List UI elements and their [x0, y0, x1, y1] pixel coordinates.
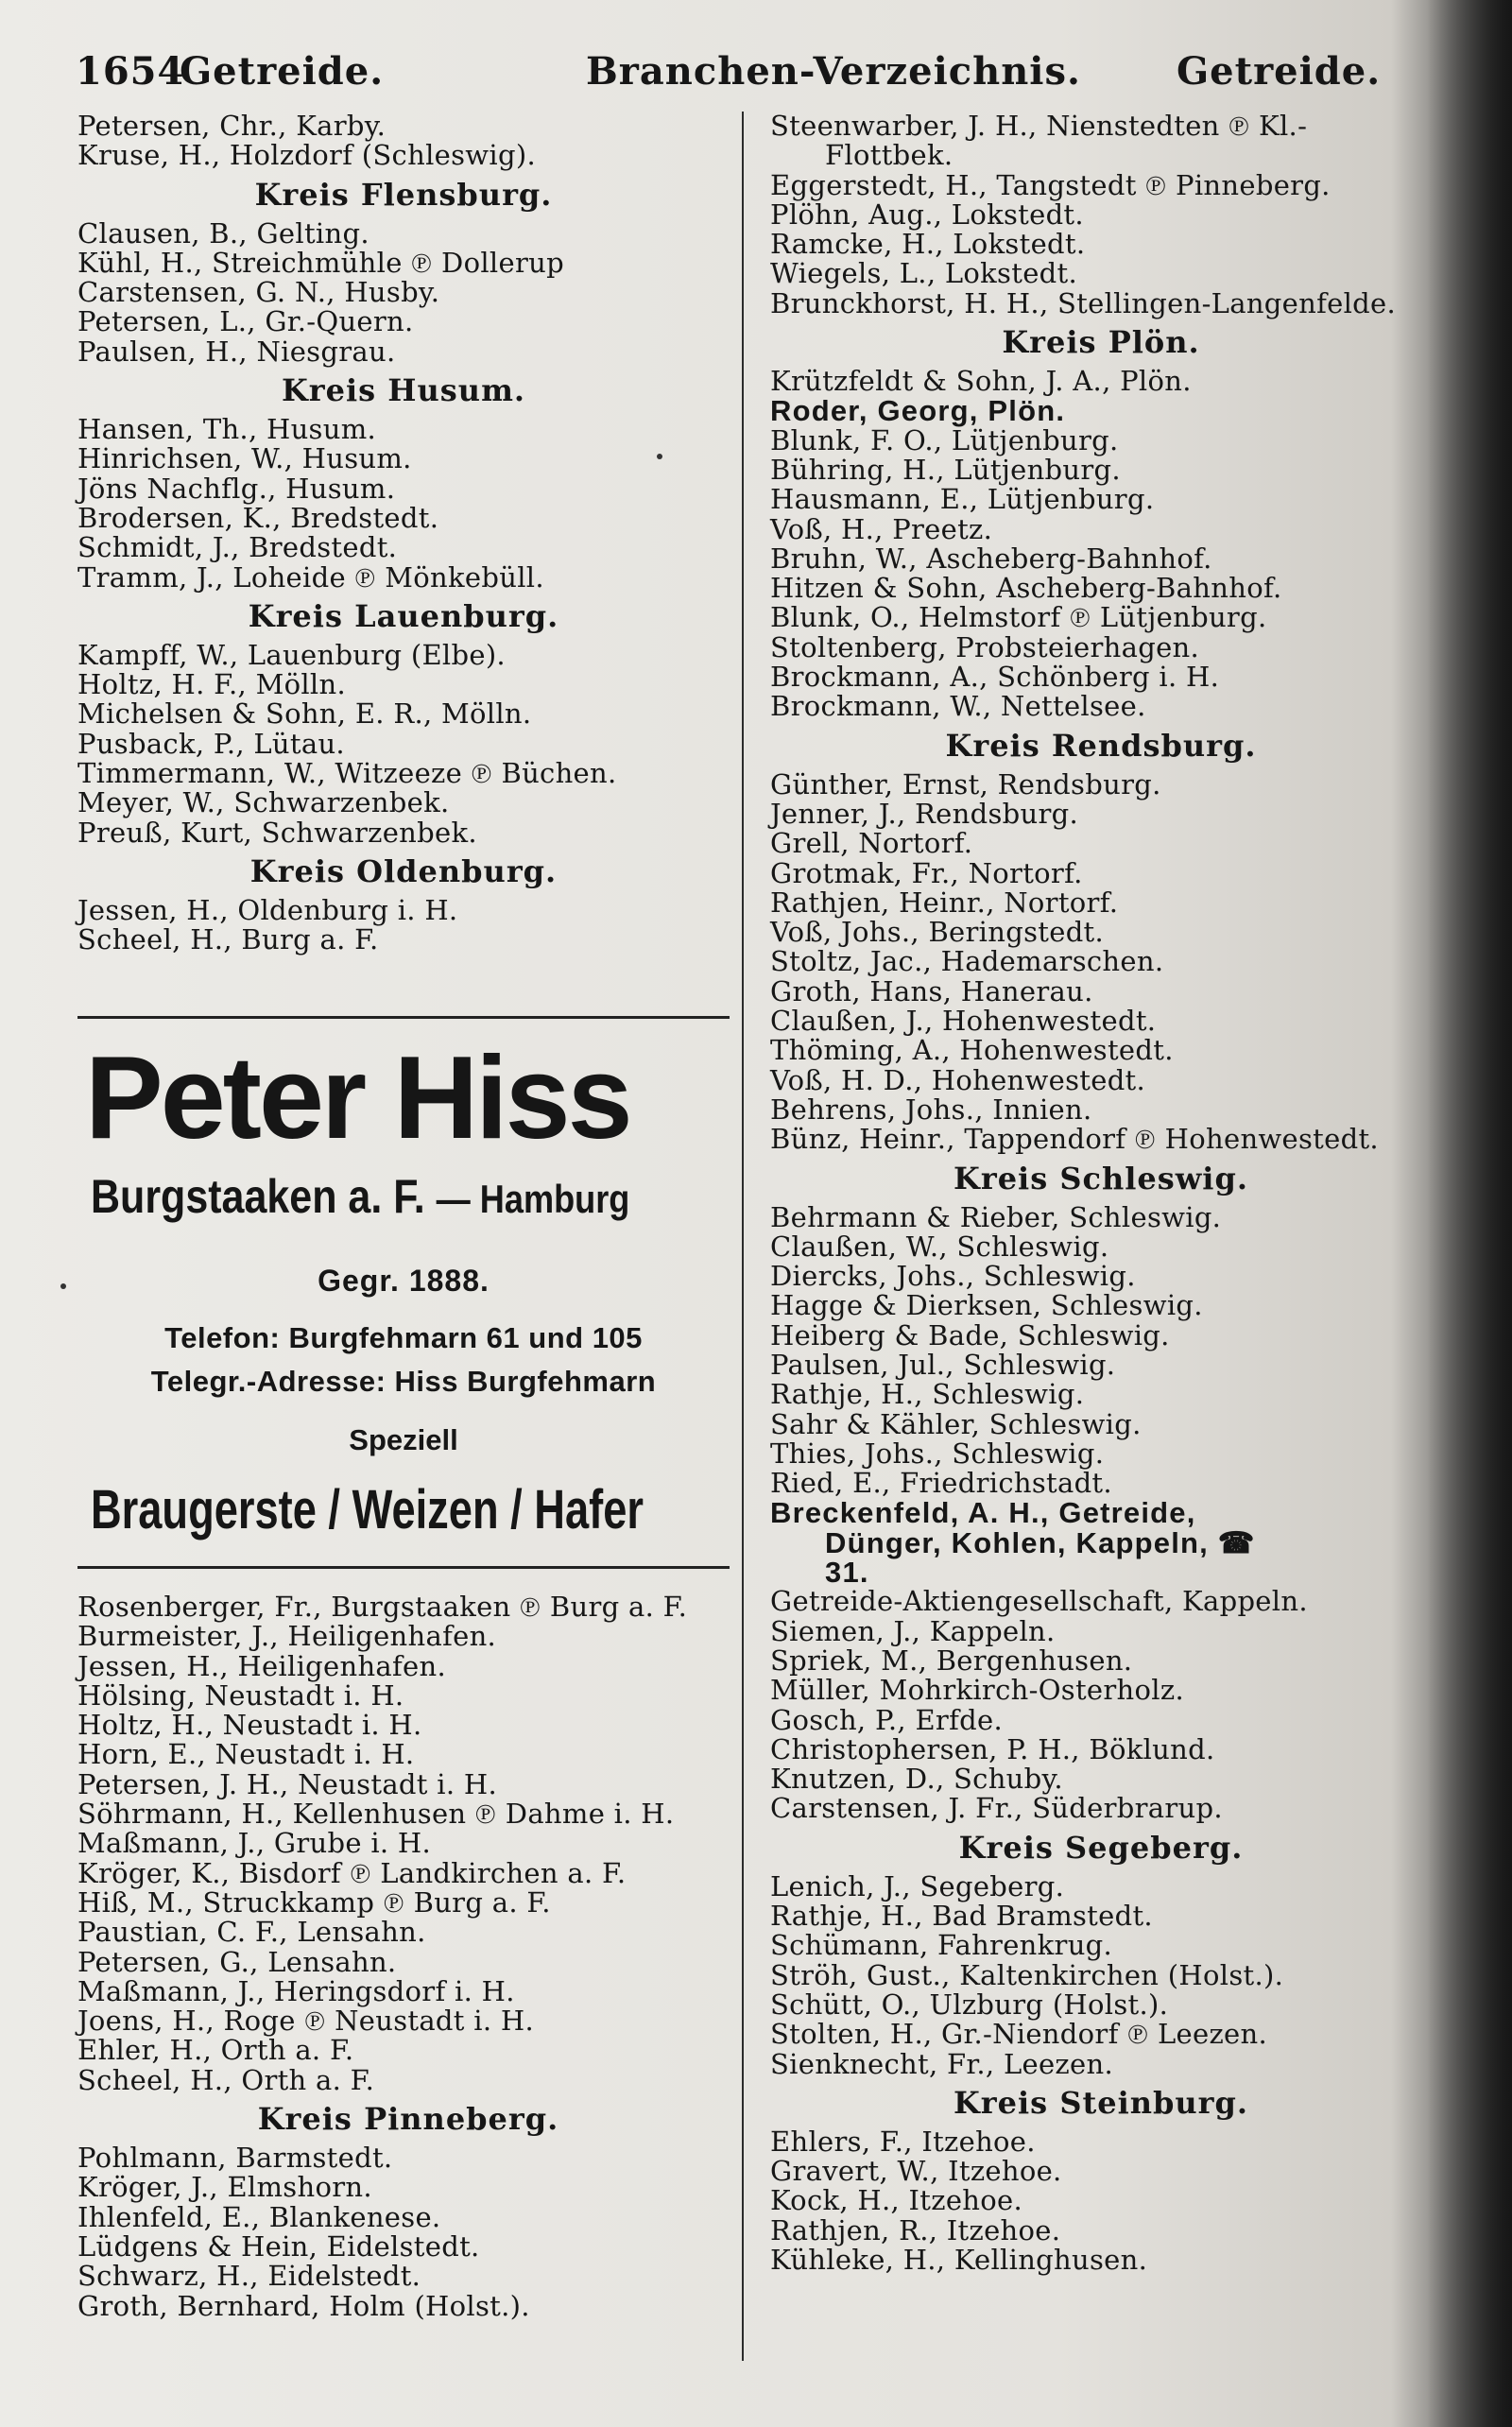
list-entry: Grotmak, Fr., Nortorf.: [770, 856, 1083, 889]
list-entry: Grell, Nortorf.: [770, 827, 973, 860]
kreis-heading: Kreis Plön.: [1002, 324, 1200, 361]
header-right-title: Getreide.: [1177, 49, 1382, 94]
list-entry: Holtz, H., Neustadt i. H.: [77, 1709, 422, 1742]
list-entry: Stoltenberg, Probsteierhagen.: [770, 630, 1200, 663]
kreis-heading: Kreis Flensburg.: [254, 176, 553, 213]
list-entry: Thies, Johs., Schleswig.: [770, 1437, 1105, 1470]
ad-founded: Gegr. 1888.: [318, 1264, 490, 1298]
list-entry: Petersen, G., Lensahn.: [77, 1945, 397, 1978]
list-entry: Hölsing, Neustadt i. H.: [77, 1678, 404, 1712]
list-entry: Maßmann, J., Grube i. H.: [77, 1827, 432, 1860]
list-entry: Krützfeldt & Sohn, J. A., Plön.: [770, 365, 1192, 398]
list-entry: Hiß, M., Struckkamp ℗ Burg a. F.: [77, 1885, 551, 1919]
list-entry: Claußen, J., Hohenwestedt.: [770, 1005, 1157, 1038]
list-entry: Bruhn, W., Ascheberg-Bahnhof.: [770, 542, 1212, 575]
list-entry: Burmeister, J., Heiligenhafen.: [77, 1620, 497, 1653]
list-entry: Hitzen & Sohn, Ascheberg-Bahnhof.: [770, 572, 1282, 605]
right-column: [770, 112, 1432, 2275]
list-entry: Carstensen, J. Fr., Süderbrarup.: [770, 1792, 1223, 1825]
kreis-heading: Kreis Segeberg.: [958, 1829, 1244, 1866]
list-entry: Jöns Nachflg., Husum.: [77, 472, 396, 505]
list-entry: Tramm, J., Loheide ℗ Mönkebüll.: [77, 560, 544, 594]
list-entry: Michelsen & Sohn, E. R., Mölln.: [77, 697, 532, 731]
kreis-heading: Kreis Schleswig.: [954, 1160, 1248, 1196]
list-entry: Pohlmann, Barmstedt.: [77, 2142, 393, 2175]
list-entry: Stoltz, Jac., Hademarschen.: [770, 945, 1164, 978]
ad-telegram: Telegr.-Adresse: Hiss Burgfehmarn: [150, 1365, 657, 1398]
list-entry: Brunckhorst, H. H., Stellingen-Langenfelde.: [770, 286, 1397, 319]
list-entry: Rosenberger, Fr., Burgstaaken ℗ Burg a. F.: [77, 1591, 688, 1623]
ad-products: Braugerste / Weizen / Hafer: [91, 1479, 644, 1541]
kreis-heading: Kreis Oldenburg.: [249, 852, 558, 889]
list-entry: Eggerstedt, H., Tangstedt ℗ Pinneberg.: [770, 168, 1331, 201]
list-entry: Brockmann, A., Schönberg i. H.: [770, 661, 1220, 694]
list-entry: Gosch, P., Erfde.: [770, 1703, 1003, 1736]
list-entry: Petersen, J. H., Neustadt i. H.: [77, 1767, 497, 1800]
list-entry: Thöming, A., Hohenwestedt.: [770, 1034, 1174, 1067]
list-entry: Rathjen, Heinr., Nortorf.: [770, 886, 1119, 919]
list-entry: Joens, H., Roge ℗ Neustadt i. H.: [77, 2005, 534, 2038]
ad-phone: Telefon: Burgfehmarn 61 und 105: [164, 1321, 643, 1354]
list-entry: Siemen, J., Kappeln.: [770, 1614, 1056, 1647]
list-entry: Sahr & Kähler, Schleswig.: [770, 1407, 1142, 1440]
list-entry: Claußen, W., Schleswig.: [770, 1230, 1109, 1263]
list-entry: Müller, Mohrkirch-Osterholz.: [770, 1674, 1184, 1707]
bold-listing: 31.: [825, 1556, 869, 1590]
list-entry: Ehler, H., Orth a. F.: [77, 2034, 354, 2067]
print-speck: [657, 454, 662, 459]
list-entry: Petersen, L., Gr.-Quern.: [77, 305, 414, 338]
list-entry: Söhrmann, H., Kellenhusen ℗ Dahme i. H.: [77, 1798, 675, 1831]
list-entry: Paustian, C. F., Lensahn.: [77, 1916, 426, 1949]
list-entry: Bühring, H., Lütjenburg.: [770, 453, 1121, 486]
list-entry: Jessen, H., Heiligenhafen.: [77, 1649, 447, 1682]
ad-bottom-rule: [77, 1566, 730, 1569]
list-entry: Flottbek.: [825, 139, 954, 172]
list-entry: Paulsen, H., Niesgrau.: [77, 335, 396, 368]
list-entry: Behrmann & Rieber, Schleswig.: [770, 1200, 1222, 1233]
list-entry: Plöhn, Aug., Lokstedt.: [770, 198, 1084, 231]
page-edge-shadow: [1427, 0, 1512, 2427]
list-entry: Voß, H. D., Hohenwestedt.: [770, 1063, 1146, 1096]
list-entry: Blunk, F. O., Lütjenburg.: [770, 423, 1119, 456]
list-entry: Ried, E., Friedrichstadt.: [770, 1467, 1112, 1500]
list-entry: Lüdgens & Hein, Eidelstedt.: [77, 2229, 480, 2263]
list-entry: Bünz, Heinr., Tappendorf ℗ Hohenwestedt.: [770, 1123, 1379, 1156]
list-entry: Paulsen, Jul., Schleswig.: [770, 1348, 1116, 1381]
kreis-heading: Kreis Pinneberg.: [257, 2101, 559, 2138]
ad-branch: — Hamburg: [436, 1177, 630, 1221]
kreis-heading: Kreis Steinburg.: [953, 2084, 1249, 2121]
list-entry: Kruse, H., Holzdorf (Schleswig).: [77, 139, 536, 172]
list-entry: Brockmann, W., Nettelsee.: [770, 690, 1146, 723]
list-entry: Voß, Johs., Beringstedt.: [770, 916, 1105, 949]
bold-listing: Breckenfeld, A. H., Getreide,: [770, 1496, 1196, 1530]
list-entry: Kühleke, H., Kellinghusen.: [770, 2244, 1148, 2276]
kreis-heading: Kreis Husum.: [281, 372, 526, 409]
list-entry: Lenich, J., Segeberg.: [770, 1869, 1065, 1902]
list-entry: Ehlers, F., Itzehoe.: [770, 2125, 1036, 2158]
list-entry: Jenner, J., Rendsburg.: [770, 797, 1079, 830]
list-entry: Knutzen, D., Schuby.: [770, 1763, 1063, 1796]
kreis-heading: Kreis Lauenburg.: [248, 597, 559, 634]
list-entry: Steenwarber, J. H., Nienstedten ℗ Kl.-: [770, 110, 1308, 142]
list-entry: Jessen, H., Oldenburg i. H.: [77, 893, 458, 926]
list-entry: Hansen, Th., Husum.: [77, 413, 377, 446]
list-entry: Getreide-Aktiengesellschaft, Kappeln.: [770, 1585, 1308, 1618]
list-entry: Preuß, Kurt, Schwarzenbek.: [77, 816, 477, 849]
list-entry: Schwarz, H., Eidelstedt.: [77, 2260, 421, 2293]
list-entry: Behrens, Johs., Innien.: [770, 1093, 1092, 1126]
advertisement-peter-hiss: [77, 1016, 730, 1569]
list-entry: Christophersen, P. H., Böklund.: [770, 1732, 1215, 1765]
list-entry: Scheel, H., Orth a. F.: [77, 2063, 375, 2096]
list-entry: Ihlenfeld, E., Blankenese.: [77, 2200, 441, 2233]
ad-company-name: Peter Hiss: [85, 1033, 630, 1163]
list-entry: Holtz, H. F., Mölln.: [77, 668, 346, 701]
list-entry: Petersen, Chr., Karby.: [77, 110, 387, 142]
ad-city: Burgstaaken a. F.: [91, 1170, 425, 1223]
list-entry: Kühl, H., Streichmühle ℗ Dollerup: [77, 246, 564, 279]
list-entry: Ramcke, H., Lokstedt.: [770, 228, 1086, 261]
list-entry: Diercks, Johs., Schleswig.: [770, 1260, 1136, 1293]
list-entry: Clausen, B., Gelting.: [77, 216, 369, 250]
list-entry: Rathjen, R., Itzehoe.: [770, 2213, 1061, 2246]
print-speck: [60, 1283, 66, 1289]
list-entry: Sienknecht, Fr., Leezen.: [770, 2047, 1113, 2080]
list-entry: Günther, Ernst, Rendsburg.: [770, 767, 1161, 800]
list-entry: Kröger, K., Bisdorf ℗ Landkirchen a. F.: [77, 1856, 627, 1889]
list-entry: Maßmann, J., Heringsdorf i. H.: [77, 1974, 515, 2007]
list-entry: Scheel, H., Burg a. F.: [77, 923, 379, 956]
list-entry: Timmermann, W., Witzeeze ℗ Büchen.: [77, 757, 617, 790]
ad-location: [91, 1166, 640, 1230]
list-entry: Blunk, O., Helmstorf ℗ Lütjenburg.: [770, 601, 1267, 634]
bold-listing: Roder, Georg, Plön.: [770, 394, 1066, 428]
list-entry: Meyer, W., Schwarzenbek.: [77, 786, 450, 819]
kreis-heading: Kreis Rendsburg.: [945, 727, 1257, 764]
list-entry: Hausmann, E., Lütjenburg.: [770, 483, 1155, 516]
list-entry: Schmidt, J., Bredstedt.: [77, 531, 398, 564]
list-entry: Rathje, H., Bad Bramstedt.: [770, 1900, 1153, 1933]
left-column-lower: [77, 1592, 739, 2321]
list-entry: Voß, H., Preetz.: [770, 512, 993, 545]
list-entry: Kampff, W., Lauenburg (Elbe).: [77, 638, 506, 671]
list-entry: Horn, E., Neustadt i. H.: [77, 1738, 415, 1771]
list-entry: Hinrichsen, W., Husum.: [77, 442, 412, 475]
list-entry: Hagge & Dierksen, Schleswig.: [770, 1289, 1203, 1322]
list-entry: Carstensen, G. N., Husby.: [77, 276, 440, 309]
list-entry: Spriek, M., Bergenhusen.: [770, 1644, 1133, 1677]
ad-special-label: Speziell: [349, 1423, 458, 1456]
list-entry: Kock, H., Itzehoe.: [770, 2184, 1023, 2217]
list-entry: Gravert, W., Itzehoe.: [770, 2155, 1062, 2188]
column-divider: [742, 112, 744, 2361]
list-entry: Schümann, Fahrenkrug.: [770, 1929, 1113, 1962]
list-entry: Pusback, P., Lütau.: [77, 727, 345, 760]
list-entry: Kröger, J., Elmshorn.: [77, 2171, 372, 2204]
list-entry: Groth, Bernhard, Holm (Holst.).: [77, 2289, 530, 2322]
bold-listing: Dünger, Kohlen, Kappeln, ☎: [825, 1525, 1256, 1559]
list-entry: Rathje, H., Schleswig.: [770, 1378, 1085, 1411]
list-entry: Schütt, O., Ulzburg (Holst.).: [770, 1988, 1169, 2021]
list-entry: Heiberg & Bade, Schleswig.: [770, 1318, 1170, 1351]
ad-top-rule: [77, 1016, 730, 1019]
left-column: [77, 112, 730, 955]
list-entry: Brodersen, K., Bredstedt.: [77, 501, 439, 534]
list-entry: Ströh, Gust., Kaltenkirchen (Holst.).: [770, 1958, 1284, 1991]
list-entry: Wiegels, L., Lokstedt.: [770, 257, 1077, 290]
list-entry: Stolten, H., Gr.-Niendorf ℗ Leezen.: [770, 2018, 1267, 2051]
page-number: 1654: [76, 49, 185, 94]
header-center-title: Branchen-Verzeichnis.: [586, 49, 1081, 94]
list-entry: Groth, Hans, Hanerau.: [770, 974, 1093, 1007]
header-left-title: Getreide.: [180, 49, 385, 94]
